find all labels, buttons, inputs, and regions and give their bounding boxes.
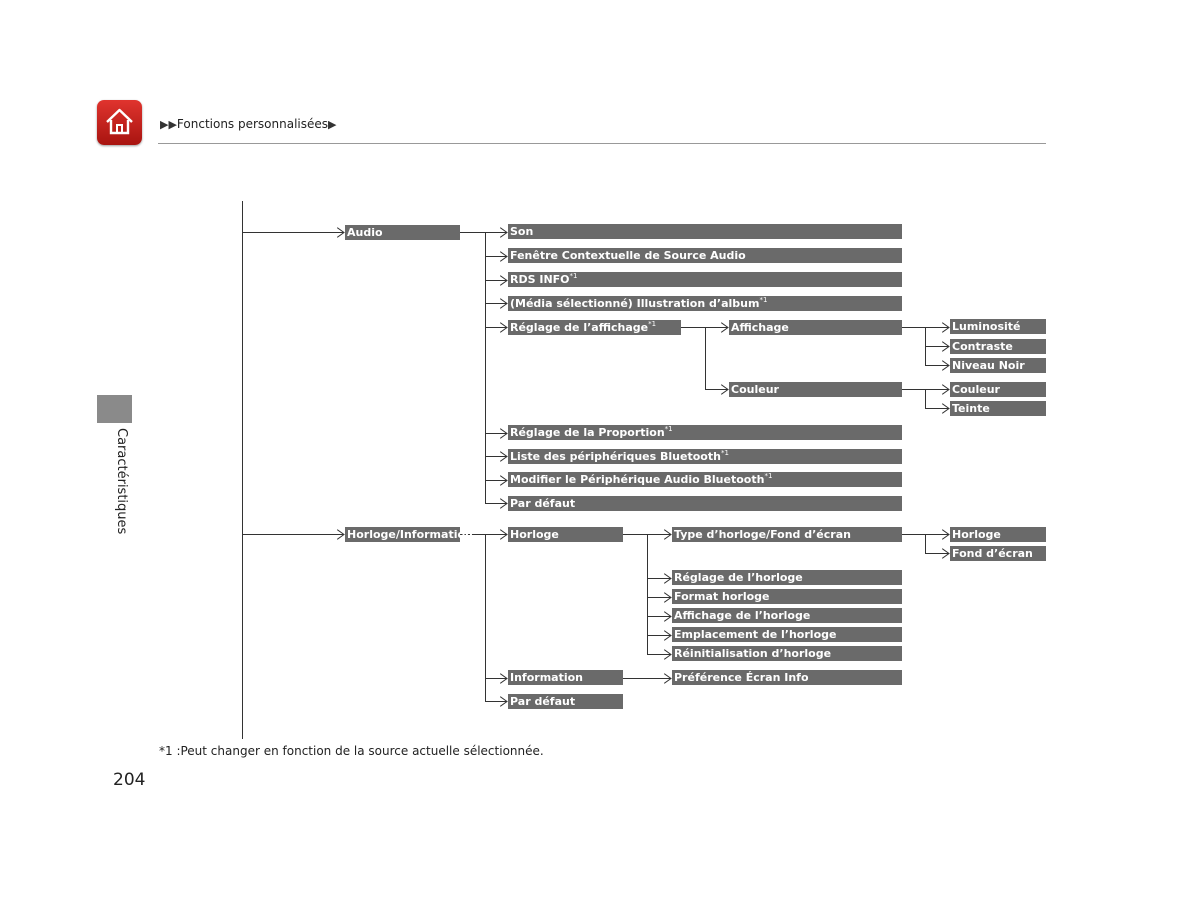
footnote-ref: *1 [569,272,578,280]
menu-horloge-leaf[interactable]: Horloge [950,527,1046,542]
menu-format-horloge[interactable]: Format horloge [672,589,902,604]
menu-teinte[interactable]: Teinte [950,401,1046,416]
menu-couleur[interactable]: Couleur [950,382,1046,397]
menu-fond-ecran[interactable]: Fond d’écran [950,546,1046,561]
menu-liste-peripheriques-bluetooth[interactable] [508,449,902,464]
footnote-ref: *1 [664,425,673,433]
menu-son[interactable]: Son [508,224,902,239]
menu-horloge-information[interactable]: Horloge/Information [347,528,473,541]
menu-reglage-affichage-label: Réglage de l’affichage [510,321,649,334]
menu-affichage-horloge[interactable]: Affichage de l’horloge [672,608,902,623]
menu-information[interactable]: Information [508,670,623,685]
menu-fenetre-contextuelle[interactable]: Fenêtre Contextuelle de Source Audio [508,248,902,263]
menu-modifier-peripherique-bluetooth[interactable] [508,472,902,487]
menu-type-horloge-fond-ecran[interactable]: Type d’horloge/Fond d’écran [672,527,902,542]
footnote-ref: *1 [759,296,768,304]
menu-couleur-group[interactable]: Couleur [729,382,902,397]
menu-rds-info-label: RDS INFO [510,273,570,286]
breadcrumb-arrows-icon: ▶▶ [160,118,177,131]
menu-contraste[interactable]: Contraste [950,339,1046,354]
side-tab-label: Caractéristiques [114,428,129,535]
menu-niveau-noir[interactable]: Niveau Noir [950,358,1046,373]
menu-preference-ecran-info[interactable]: Préférence Écran Info [672,670,902,685]
menu-horloge[interactable]: Horloge [508,527,623,542]
menu-audio[interactable]: Audio [345,225,460,240]
breadcrumb-next-icon: ▶ [328,118,337,131]
menu-reglage-proportion-label: Réglage de la Proportion [510,426,665,439]
menu-affichage[interactable]: Affichage [729,320,902,335]
footnote-ref: *1 [720,449,729,457]
menu-reglage-proportion[interactable] [508,425,902,440]
page-number: 204 [113,770,146,790]
menu-media-illustration-label: (Média sélectionné) Illustration d’album [510,297,760,310]
breadcrumb-label[interactable]: Fonctions personnalisées [176,117,329,131]
menu-reglage-affichage[interactable] [508,320,681,335]
menu-reinitialisation-horloge[interactable]: Réinitialisation d’horloge [672,646,902,661]
footnote-ref: *1 [648,320,657,328]
menu-horloge-par-defaut[interactable]: Par défaut [508,694,623,709]
footnote: *1 :Peut changer en fonction de la source actuelle sélectionnée. [159,744,544,758]
menu-rds-info[interactable] [508,272,902,287]
menu-reglage-horloge[interactable]: Réglage de l’horloge [672,570,902,585]
menu-modifier-peripherique-bluetooth-label: Modifier le Périphérique Audio Bluetooth [510,473,765,486]
menu-luminosite[interactable]: Luminosité [950,319,1046,334]
menu-media-illustration[interactable] [508,296,902,311]
footnote-ref: *1 [764,472,773,480]
menu-audio-par-defaut[interactable]: Par défaut [508,496,902,511]
menu-liste-peripheriques-bluetooth-label: Liste des périphériques Bluetooth [510,450,721,463]
menu-emplacement-horloge[interactable]: Emplacement de l’horloge [672,627,902,642]
